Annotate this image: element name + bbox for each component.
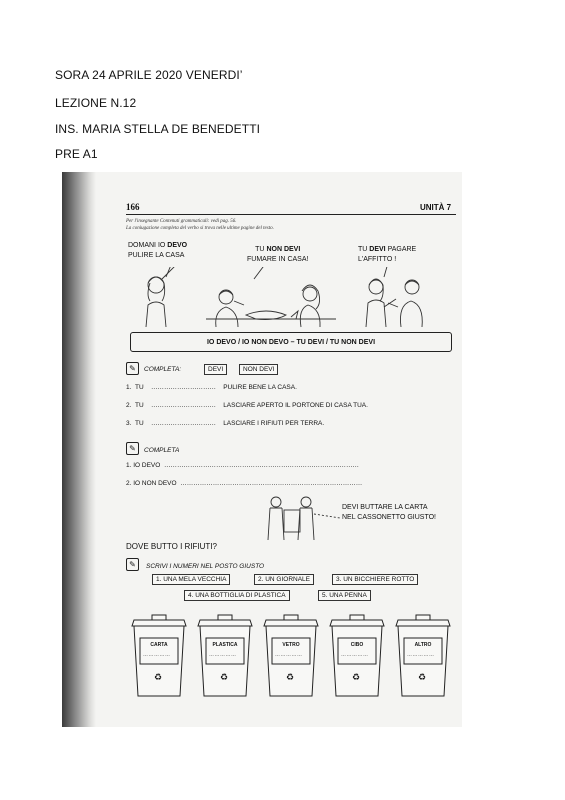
ex1-item-2: 2. TU ………………………… LASCIARE APERTO IL PORTONE DI CASA TUA. [126, 402, 368, 409]
option-non-devi: NON DEVI [239, 364, 278, 375]
blank-io-devo[interactable]: ……………………………………………………………………………… [163, 462, 359, 469]
illustration-workers [262, 494, 342, 544]
item-chip-2: 2. UN GIORNALE [254, 574, 314, 585]
bin-label-carta: CARTA [150, 642, 168, 648]
blank-3[interactable]: ………………………… [150, 420, 216, 427]
header-teacher: INS. MARIA STELLA DE BENEDETTI [55, 122, 261, 136]
pencil-icon: ✎ [126, 442, 139, 455]
bin-label-altro: ALTRO [414, 642, 432, 648]
item-chip-3: 3. UN BICCHIERE ROTTO [332, 574, 418, 585]
scanned-worksheet [62, 172, 462, 727]
item-chip-1: 1. UNA MELA VECCHIA [152, 574, 230, 585]
exercise3-title: DOVE BUTTO I RIFIUTI? [126, 542, 217, 551]
option-devi: DEVI [204, 364, 227, 375]
pencil-icon: ✎ [126, 558, 139, 571]
top-rule [126, 214, 456, 215]
exercise1-label: COMPLETA: [144, 366, 182, 373]
speech-cassonetto: DEVI BUTTARE LA CARTA NEL CASSONETTO GIUSTO! [342, 504, 437, 521]
page-number: 166 [126, 202, 140, 212]
bin-blank-cibo[interactable]: …………… [341, 652, 369, 658]
scan-binding-shadow [62, 172, 96, 727]
pencil-icon: ✎ [126, 362, 139, 375]
illustration-people [126, 267, 456, 329]
unit-label: UNITÀ 7 [420, 203, 452, 212]
recycle-icon: ♻ [286, 672, 295, 682]
recycle-icon: ♻ [154, 672, 163, 682]
bin-label-cibo: CIBO [350, 642, 364, 648]
ex2-item-1: 1. IO DEVO ……………………………………………………………………………… [126, 462, 359, 469]
bin-label-plastica: PLASTICA [212, 642, 238, 648]
header-lesson: LEZIONE N.12 [55, 96, 137, 110]
blank-io-non-devo[interactable]: ………………………………………………………………………… [180, 480, 363, 487]
header-level: PRE A1 [55, 147, 98, 161]
exercise2-label: COMPLETA [144, 447, 180, 454]
item-chip-4: 4. UNA BOTTIGLIA DI PLASTICA [184, 590, 290, 601]
bin-blank-plastica[interactable]: …………… [209, 652, 237, 658]
bin-blank-altro[interactable]: …………… [407, 652, 435, 658]
blank-2[interactable]: ………………………… [150, 402, 216, 409]
bubble-non-fumare: TU NON DEVI FUMARE IN CASA! [247, 246, 309, 263]
grammar-rule-box: IO DEVO / IO NON DEVO – TU DEVI / TU NON DEVI [130, 332, 452, 352]
blank-1[interactable]: ………………………… [150, 384, 216, 391]
bin-blank-vetro[interactable]: …………… [275, 652, 303, 658]
recycle-icon: ♻ [418, 672, 427, 682]
bin-label-vetro: VETRO [282, 642, 300, 648]
header-date: SORA 24 APRILE 2020 VENERDI’ [55, 68, 243, 82]
bubble-domani: DOMANI IO DEVO PULIRE LA CASA [128, 242, 188, 259]
teacher-note-1: Per l'insegnante Contenuti grammaticali: vedi pag. 56. [126, 219, 237, 224]
item-chip-5: 5. UNA PENNA [318, 590, 371, 601]
bin-blank-carta[interactable]: …………… [143, 652, 171, 658]
ex1-item-3: 3. TU ………………………… LASCIARE I RIFIUTI PER TERRA. [126, 420, 325, 427]
bubble-affitto: TU DEVI PAGARE L'AFFITTO ! [358, 246, 417, 263]
ex2-item-2: 2. IO NON DEVO ………………………………………………………………………… [126, 480, 363, 487]
ex1-item-1: 1. TU ………………………… PULIRE BENE LA CASA. [126, 384, 297, 391]
exercise3-instruction: SCRIVI I NUMERI NEL POSTO GIUSTO [146, 563, 265, 570]
recycle-icon: ♻ [352, 672, 361, 682]
recycle-icon: ♻ [220, 672, 229, 682]
teacher-note-2: La coniugazione completa del verbo si trova nelle ultime pagine del testo. [126, 226, 274, 231]
